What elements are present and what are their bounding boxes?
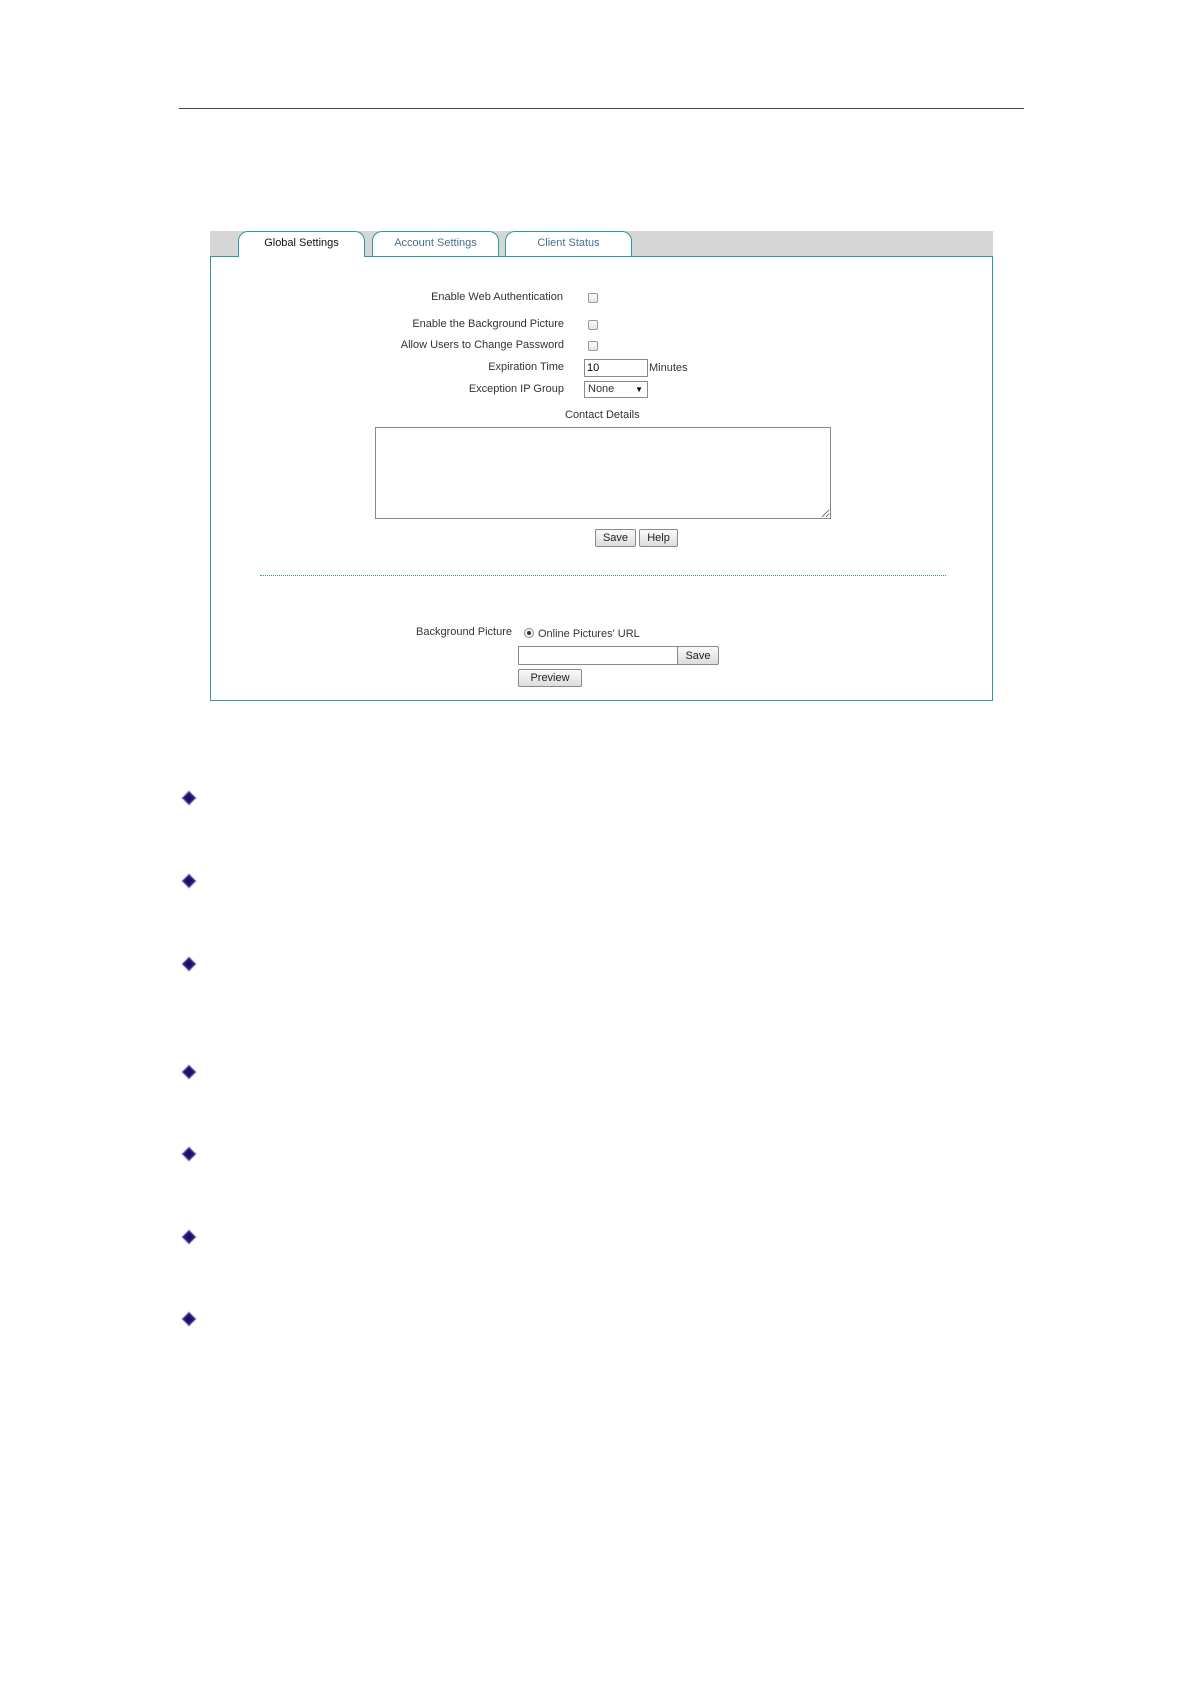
online-url-radio-label: Online Pictures' URL <box>538 628 640 640</box>
background-picture-label: Background Picture <box>416 626 512 638</box>
tab-account-settings[interactable]: Account Settings <box>372 231 499 256</box>
exception-ip-group-value: None <box>588 383 615 395</box>
online-url-radio[interactable] <box>524 628 534 638</box>
save-button[interactable]: Save <box>595 529 636 547</box>
expiration-time-label: Expiration Time <box>488 361 564 373</box>
allow-change-password-label: Allow Users to Change Password <box>400 339 564 351</box>
help-button[interactable]: Help <box>639 529 678 547</box>
contact-details-textarea[interactable] <box>375 427 831 519</box>
expiration-unit-label: Minutes <box>649 362 688 374</box>
tab-bar <box>210 231 993 256</box>
enable-web-auth-label: Enable Web Authentication <box>431 291 563 303</box>
preview-button[interactable]: Preview <box>518 669 582 687</box>
tab-content <box>210 256 993 701</box>
contact-details-label: Contact Details <box>565 409 640 421</box>
tab-global-settings[interactable]: Global Settings <box>238 231 365 257</box>
background-save-button[interactable]: Save <box>677 646 719 665</box>
background-url-input[interactable] <box>518 646 678 665</box>
diamond-bullet-icon <box>181 1229 197 1245</box>
web-auth-panel <box>210 231 993 701</box>
diamond-bullet-icon <box>181 790 197 806</box>
diamond-bullet-icon <box>181 873 197 889</box>
dropdown-arrow-icon: ▼ <box>635 385 643 394</box>
allow-change-password-checkbox[interactable] <box>588 341 598 351</box>
exception-ip-group-label: Exception IP Group <box>468 383 564 395</box>
diamond-bullet-icon <box>181 1311 197 1327</box>
tab-client-status[interactable]: Client Status <box>505 231 632 256</box>
enable-bg-picture-label: Enable the Background Picture <box>412 318 564 330</box>
header-rule <box>179 108 1024 109</box>
expiration-time-input[interactable] <box>584 359 648 377</box>
enable-web-auth-checkbox[interactable] <box>588 293 598 303</box>
diamond-bullet-icon <box>181 956 197 972</box>
exception-ip-group-select[interactable] <box>584 381 648 398</box>
section-divider <box>260 575 946 576</box>
diamond-bullet-icon <box>181 1064 197 1080</box>
enable-bg-picture-checkbox[interactable] <box>588 320 598 330</box>
diamond-bullet-icon <box>181 1146 197 1162</box>
